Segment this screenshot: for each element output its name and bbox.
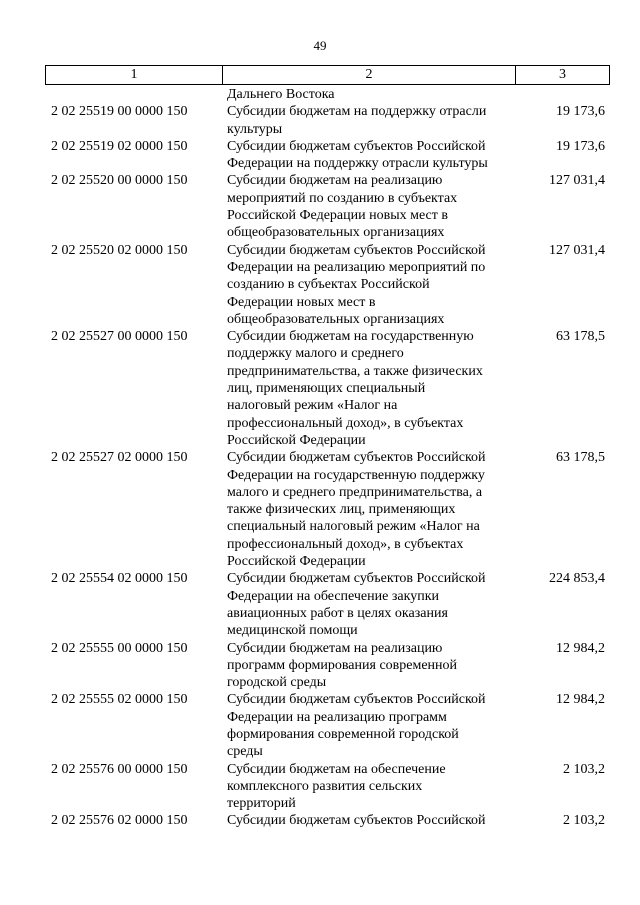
- description-line: профессиональный доход», в субъектах: [227, 536, 464, 552]
- revenue-description: [222, 172, 515, 241]
- description-line: медицинской помощи: [227, 623, 358, 639]
- revenue-code: 2 02 25576 00 0000 150: [51, 761, 188, 777]
- table-row: [45, 172, 610, 241]
- table-row: [45, 103, 610, 138]
- revenue-description: [222, 449, 515, 570]
- amount-value: 12 984,2: [556, 692, 605, 708]
- revenue-code: 2 02 25527 02 0000 150: [51, 450, 188, 466]
- amount-value: 127 031,4: [549, 242, 605, 258]
- description-line: профессиональный доход», в субъектах: [227, 415, 464, 431]
- revenue-code: 2 02 25527 00 0000 150: [51, 329, 188, 345]
- revenue-code: 2 02 25519 02 0000 150: [51, 138, 188, 154]
- column-header-code: 1: [46, 66, 223, 84]
- table-row: [45, 138, 610, 173]
- revenue-description: [222, 328, 515, 449]
- column-header-description: 2: [223, 66, 516, 84]
- revenue-description: [222, 86, 515, 103]
- revenue-description: [222, 242, 515, 328]
- table-body: [45, 86, 610, 830]
- table-row: [45, 640, 610, 692]
- description-line: Субсидии бюджетам на обеспечение: [227, 761, 446, 777]
- revenue-code: 2 02 25520 02 0000 150: [51, 242, 188, 258]
- description-line: Российской Федерации новых мест в: [227, 208, 448, 224]
- description-line: Федерации на реализацию мероприятий по: [227, 259, 486, 275]
- description-line: Дальнего Востока: [227, 87, 335, 102]
- revenue-code: [45, 86, 222, 103]
- description-line: городской среды: [227, 675, 327, 691]
- description-line: общеобразовательных организациях: [227, 225, 445, 241]
- revenue-code: 2 02 25576 02 0000 150: [51, 813, 188, 829]
- revenue-description: [222, 570, 515, 639]
- description-line: налоговый режим «Налог на: [227, 398, 398, 414]
- description-line: созданию в субъектах Российской: [227, 277, 430, 293]
- table-row: [45, 812, 610, 829]
- description-line: формирования современной городской: [227, 726, 459, 742]
- table-row: [45, 449, 610, 570]
- table-row: [45, 86, 610, 103]
- description-line: Субсидии бюджетам субъектов Российской: [227, 813, 486, 829]
- revenue-description: [222, 138, 515, 173]
- revenue-description: [222, 812, 515, 829]
- column-header-amount: 3: [559, 67, 566, 82]
- description-line: Федерации на поддержку отрасли культуры: [227, 156, 488, 172]
- description-line: Субсидии бюджетам на реализацию: [227, 173, 443, 189]
- revenue-code: 2 02 25520 00 0000 150: [51, 173, 188, 189]
- amount-value: 127 031,4: [549, 173, 605, 189]
- amount-value: 224 853,4: [549, 571, 605, 587]
- description-line: Субсидии бюджетам субъектов Российской: [227, 450, 486, 466]
- description-line: общеобразовательных организациях: [227, 311, 445, 327]
- description-line: комплексного развития сельских: [227, 778, 423, 794]
- page-number: 49: [313, 38, 327, 53]
- revenue-code: 2 02 25555 00 0000 150: [51, 640, 188, 656]
- description-line: специальный налоговый режим «Налог на: [227, 519, 480, 535]
- revenue-code: 2 02 25554 02 0000 150: [51, 571, 188, 587]
- revenue-code: 2 02 25519 00 0000 150: [51, 104, 188, 120]
- table-row: [45, 570, 610, 639]
- description-line: территорий: [227, 796, 296, 812]
- description-line: лиц, применяющих специальный: [227, 381, 426, 397]
- description-line: также физических лиц, применяющих: [227, 502, 456, 518]
- amount-value: 63 178,5: [556, 329, 605, 345]
- description-line: поддержку малого и среднего: [227, 346, 404, 362]
- revenue-description: [222, 103, 515, 138]
- description-line: Федерации на реализацию программ: [227, 709, 447, 725]
- description-line: среды: [227, 744, 263, 760]
- revenue-code: 2 02 25555 02 0000 150: [51, 692, 188, 708]
- description-line: Субсидии бюджетам на реализацию: [227, 640, 443, 656]
- revenue-description: [222, 691, 515, 760]
- description-line: Российской Федерации: [227, 432, 366, 448]
- table-row: [45, 328, 610, 449]
- amount-value: 19 173,6: [556, 104, 605, 120]
- description-line: Федерации на обеспечение закупки: [227, 588, 439, 604]
- description-line: предпринимательства, а также физических: [227, 363, 483, 379]
- revenue-description: [222, 761, 515, 813]
- description-line: программ формирования современной: [227, 657, 458, 673]
- amount-value: [515, 86, 610, 103]
- description-line: Субсидии бюджетам на поддержку отрасли: [227, 104, 487, 120]
- revenue-description: [222, 640, 515, 692]
- description-line: Субсидии бюджетам субъектов Российской: [227, 692, 486, 708]
- amount-value: 19 173,6: [556, 138, 605, 154]
- amount-value: 63 178,5: [556, 450, 605, 466]
- description-line: Федерации на государственную поддержку: [227, 467, 485, 483]
- table-row: [45, 761, 610, 813]
- description-line: Субсидии бюджетам на государственную: [227, 329, 474, 345]
- table-header: [45, 65, 610, 85]
- description-line: авиационных работ в целях оказания: [227, 605, 448, 621]
- description-line: культуры: [227, 121, 283, 137]
- description-line: мероприятий по созданию в субъектах: [227, 190, 458, 206]
- description-line: малого и среднего предпринимательства, а: [227, 484, 483, 500]
- description-line: Субсидии бюджетам субъектов Российской: [227, 242, 486, 258]
- amount-value: 12 984,2: [556, 640, 605, 656]
- description-line: Субсидии бюджетам субъектов Российской: [227, 138, 486, 154]
- description-line: Российской Федерации: [227, 554, 366, 570]
- description-line: Федерации новых мест в: [227, 294, 376, 310]
- amount-value: 2 103,2: [563, 813, 605, 829]
- table-row: [45, 691, 610, 760]
- amount-value: 2 103,2: [563, 761, 605, 777]
- description-line: Субсидии бюджетам субъектов Российской: [227, 571, 486, 587]
- table-row: [45, 242, 610, 328]
